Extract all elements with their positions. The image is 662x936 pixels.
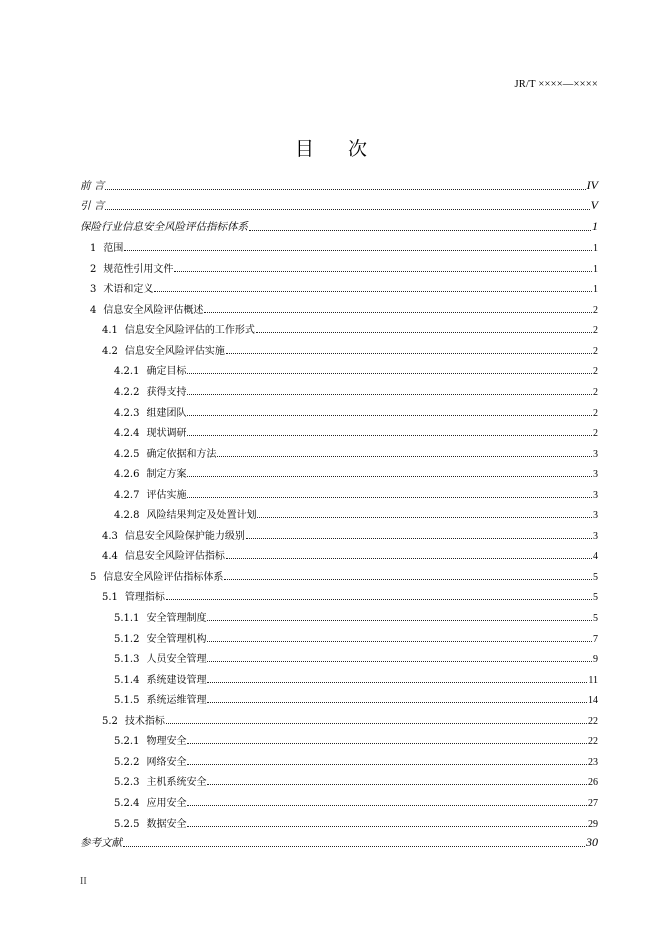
dot-leader <box>224 579 592 580</box>
toc-entry-label <box>102 342 225 357</box>
dot-leader <box>187 826 587 827</box>
toc-entry-text: 保险行业信息安全风险评估指标体系 <box>80 220 248 233</box>
toc-entry-page: 3 <box>593 510 598 522</box>
toc-entry-page: 2 <box>593 325 598 337</box>
toc-entry-label <box>114 486 186 501</box>
toc-entry-label <box>114 753 186 768</box>
toc-entry-number: 4.2.5 <box>114 448 140 460</box>
toc-entry-text: 现状调研 <box>146 428 187 440</box>
toc-entry-label <box>102 712 165 727</box>
toc-entry-number: 5.1.3 <box>114 654 140 666</box>
toc-entry-text: 管理指标 <box>124 592 165 604</box>
dot-leader <box>207 784 587 785</box>
toc-entry-page: 23 <box>588 756 598 768</box>
toc-entry-number: 5.1.4 <box>114 674 140 686</box>
dot-leader <box>207 702 587 703</box>
toc-entry[interactable] <box>80 460 598 481</box>
toc-entry-text: 获得支持 <box>146 387 187 399</box>
toc-entry[interactable] <box>80 809 598 830</box>
toc-entry-number: 4.3 <box>102 530 118 542</box>
toc-entry-page: 4 <box>593 551 598 563</box>
dot-leader <box>187 497 592 498</box>
toc-entry[interactable] <box>80 377 598 398</box>
toc-entry[interactable] <box>80 727 598 748</box>
toc-entry-number: 5.2 <box>102 715 118 727</box>
toc-entry-page: 2 <box>593 366 598 378</box>
toc-entry-number: 4.2.4 <box>114 428 140 440</box>
toc-entry-text: 评估实施 <box>146 489 187 501</box>
dot-leader <box>187 394 592 395</box>
toc-entry-page: 2 <box>593 387 598 399</box>
toc-entry-text: 安全管理机构 <box>146 633 207 645</box>
toc-entry-text: 制定方案 <box>146 469 187 481</box>
toc-entry-label <box>102 588 165 603</box>
toc-entry-page: 3 <box>593 448 598 460</box>
dot-leader <box>204 312 592 313</box>
toc-entry-number: 4.2.6 <box>114 469 140 481</box>
toc-entry-page: 26 <box>588 777 598 789</box>
toc-entry-number: 4 <box>90 304 97 316</box>
dot-leader <box>256 332 592 333</box>
dot-leader <box>249 230 591 231</box>
toc-entry[interactable] <box>80 624 598 645</box>
toc-entry-text: 技术指标 <box>124 715 165 727</box>
toc-entry-label <box>114 732 186 747</box>
toc-entry-number: 4.2.2 <box>114 387 140 399</box>
dot-leader <box>187 415 592 416</box>
toc-entry[interactable] <box>80 830 598 851</box>
toc-entry-text: 信息安全风险评估概述 <box>103 304 204 316</box>
dot-leader <box>187 764 587 765</box>
toc-entry-number: 1 <box>90 243 97 255</box>
toc-entry[interactable] <box>80 254 598 275</box>
toc-entry-label <box>114 465 186 480</box>
toc-entry-page: 22 <box>588 715 598 727</box>
toc-entry-label <box>114 424 186 439</box>
dot-leader <box>226 353 592 354</box>
toc-entry-page: 5 <box>593 592 598 604</box>
toc-entry-number: 4.2.3 <box>114 407 140 419</box>
dot-leader <box>207 661 592 662</box>
toc-entry-page: 1 <box>593 263 598 275</box>
toc-entry-number: 5.1 <box>102 592 118 604</box>
toc-entry-number: 5.1.1 <box>114 613 140 625</box>
toc-entry-page: 14 <box>588 695 598 707</box>
toc-entry-number: 5.2.2 <box>114 756 140 768</box>
dot-leader <box>207 620 592 621</box>
toc-entry[interactable] <box>80 439 598 460</box>
toc-entry-label <box>90 260 173 275</box>
toc-entry-text: 确定依据和方法 <box>146 448 217 460</box>
dot-leader <box>217 456 592 457</box>
toc-entry-page: 2 <box>593 345 598 357</box>
toc-entry-text: 主机系统安全 <box>146 777 207 789</box>
toc-entry[interactable] <box>80 419 598 440</box>
table-of-contents <box>80 172 598 850</box>
toc-entry-page: 30 <box>586 835 598 850</box>
dot-leader <box>166 723 587 724</box>
toc-entry-label <box>80 219 248 234</box>
dot-leader <box>166 599 592 600</box>
toc-entry-number: 4.2.8 <box>114 510 140 522</box>
toc-entry-text: 信息安全风险保护能力级别 <box>124 530 245 542</box>
toc-entry-page: 5 <box>593 571 598 583</box>
toc-entry-number: 5 <box>90 571 97 583</box>
toc-entry-label <box>114 630 206 645</box>
toc-entry-number: 4.2.7 <box>114 489 140 501</box>
toc-entry-number: 5.2.3 <box>114 777 140 789</box>
toc-entry-number: 2 <box>90 263 97 275</box>
toc-entry-page: V <box>590 198 598 213</box>
toc-entry-label <box>80 198 104 213</box>
toc-entry-label <box>114 506 256 521</box>
toc-entry-label <box>90 280 153 295</box>
toc-entry-number: 5.2.4 <box>114 797 140 809</box>
toc-entry-number: 3 <box>90 284 97 296</box>
toc-entry[interactable] <box>80 603 598 624</box>
toc-entry[interactable] <box>80 542 598 563</box>
toc-entry-text: 数据安全 <box>146 818 187 830</box>
dot-leader <box>105 209 589 210</box>
toc-entry-number: 5.1.2 <box>114 633 140 645</box>
toc-entry-page: 27 <box>588 797 598 809</box>
dot-leader <box>187 805 587 806</box>
toc-entry[interactable] <box>80 172 598 193</box>
toc-entry-label <box>114 671 206 686</box>
toc-entry-page: 1 <box>593 284 598 296</box>
toc-entry-text: 信息安全风险评估的工作形式 <box>124 325 255 337</box>
toc-entry-text: 应用安全 <box>146 797 187 809</box>
toc-entry[interactable] <box>80 336 598 357</box>
toc-entry[interactable] <box>80 480 598 501</box>
toc-entry-text: 规范性引用文件 <box>103 263 174 275</box>
toc-entry-page: 2 <box>593 428 598 440</box>
toc-entry-page: 3 <box>593 530 598 542</box>
toc-entry-number: 4.2.1 <box>114 366 140 378</box>
toc-entry-label <box>114 794 186 809</box>
toc-entry-text: 确定目标 <box>146 366 187 378</box>
toc-entry-text: 术语和定义 <box>103 284 154 296</box>
toc-entry-text: 网络安全 <box>146 756 187 768</box>
dot-leader <box>187 373 592 374</box>
toc-entry-label <box>90 568 223 583</box>
toc-entry-label <box>114 383 186 398</box>
toc-entry-page: 29 <box>588 818 598 830</box>
toc-entry[interactable] <box>80 357 598 378</box>
toc-entry[interactable] <box>80 768 598 789</box>
toc-entry-number: 5.1.5 <box>114 695 140 707</box>
toc-title: 目 次 <box>294 138 382 160</box>
toc-entry[interactable] <box>80 665 598 686</box>
toc-entry-text: 物理安全 <box>146 736 187 748</box>
toc-entry[interactable] <box>80 398 598 419</box>
toc-entry-label <box>114 609 206 624</box>
toc-entry-page: 3 <box>593 469 598 481</box>
toc-entry-text: 参考文献 <box>80 837 122 850</box>
toc-entry[interactable] <box>80 213 598 234</box>
toc-entry-label <box>114 650 206 665</box>
dot-leader <box>187 435 592 436</box>
toc-entry-label <box>102 527 245 542</box>
toc-entry-number: 4.1 <box>102 325 118 337</box>
toc-entry-text: 风险结果判定及处置计划 <box>146 510 257 522</box>
toc-entry-number: 4.2 <box>102 345 118 357</box>
toc-entry-label <box>114 404 186 419</box>
toc-entry-page: 2 <box>593 407 598 419</box>
toc-entry-page: 9 <box>593 654 598 666</box>
toc-entry-text: 信息安全风险评估实施 <box>124 345 225 357</box>
toc-entry-number: 4.4 <box>102 551 118 563</box>
toc-entry[interactable] <box>80 686 598 707</box>
toc-entry[interactable] <box>80 295 598 316</box>
dot-leader <box>174 271 592 272</box>
toc-entry-label <box>114 691 206 706</box>
toc-entry-label <box>102 547 225 562</box>
toc-entry[interactable] <box>80 788 598 809</box>
toc-entry-page: 1 <box>592 218 598 233</box>
toc-entry-label <box>114 773 206 788</box>
toc-entry-page: IV <box>586 177 598 192</box>
toc-entry-label <box>90 301 203 316</box>
page-number-footer: II <box>80 876 87 887</box>
toc-entry-text: 系统建设管理 <box>146 674 207 686</box>
dot-leader <box>154 291 592 292</box>
toc-entry-text: 信息安全风险评估指标体系 <box>103 571 224 583</box>
toc-entry-number: 5.2.1 <box>114 736 140 748</box>
toc-entry-text: 引 言 <box>80 200 105 213</box>
toc-entry[interactable] <box>80 275 598 296</box>
toc-entry-text: 前 言 <box>80 179 105 192</box>
toc-entry-text: 系统运维管理 <box>146 695 207 707</box>
toc-entry-number: 5.2.5 <box>114 818 140 830</box>
toc-entry[interactable] <box>80 747 598 768</box>
dot-leader <box>187 476 592 477</box>
document-header: JR/T ××××—×××× <box>514 79 598 90</box>
toc-entry-page: 2 <box>593 304 598 316</box>
toc-entry[interactable] <box>80 583 598 604</box>
dot-leader <box>124 250 592 251</box>
toc-entry[interactable] <box>80 501 598 522</box>
toc-entry-page: 11 <box>588 674 598 686</box>
toc-entry-page: 7 <box>593 633 598 645</box>
toc-entry-text: 人员安全管理 <box>146 654 207 666</box>
toc-entry-text: 组建团队 <box>146 407 187 419</box>
toc-entry[interactable] <box>80 645 598 666</box>
toc-entry[interactable] <box>80 521 598 542</box>
dot-leader <box>123 846 585 847</box>
toc-entry[interactable] <box>80 706 598 727</box>
toc-entry-page: 1 <box>593 243 598 255</box>
toc-entry-label <box>80 835 122 850</box>
toc-entry-label <box>80 178 104 193</box>
dot-leader <box>207 682 587 683</box>
toc-entry-label <box>114 362 186 377</box>
toc-entry-label <box>114 445 216 460</box>
dot-leader <box>257 517 592 518</box>
toc-entry-label <box>102 321 255 336</box>
toc-entry-page: 3 <box>593 489 598 501</box>
toc-entry-text: 信息安全风险评估指标 <box>124 551 225 563</box>
dot-leader <box>226 558 592 559</box>
toc-entry[interactable] <box>80 316 598 337</box>
dot-leader <box>207 641 592 642</box>
toc-entry[interactable] <box>80 562 598 583</box>
toc-entry-text: 范围 <box>103 243 124 255</box>
dot-leader <box>105 189 585 190</box>
dot-leader <box>187 743 587 744</box>
toc-entry-text: 安全管理制度 <box>146 613 207 625</box>
toc-entry-label <box>114 815 186 830</box>
toc-entry-page: 5 <box>593 613 598 625</box>
dot-leader <box>246 538 592 539</box>
toc-entry[interactable] <box>80 193 598 214</box>
toc-entry-page: 22 <box>588 736 598 748</box>
toc-entry[interactable] <box>80 234 598 255</box>
toc-entry-label <box>90 239 123 254</box>
